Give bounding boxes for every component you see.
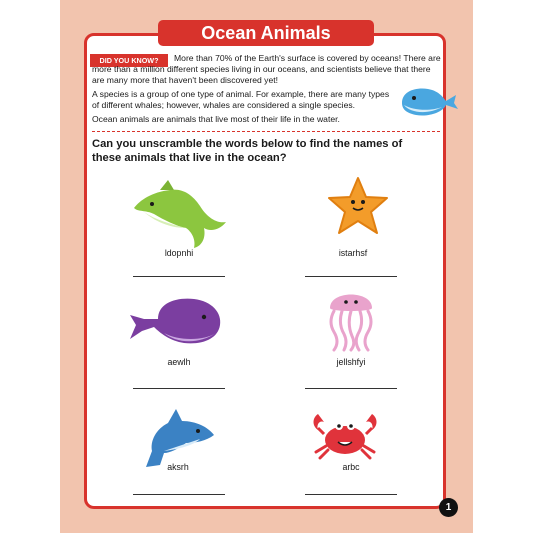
answer-line[interactable] (305, 388, 397, 389)
answer-line[interactable] (305, 276, 397, 277)
dolphin-icon (130, 180, 230, 250)
did-you-know-badge: DID YOU KNOW? (90, 54, 168, 67)
starfish-icon (326, 175, 390, 239)
answer-line[interactable] (305, 494, 397, 495)
jellyfish-icon (322, 282, 380, 352)
section-divider (92, 131, 440, 132)
instructions-question: Can you unscramble the words below to find the names of these animals that live in the ocean? (92, 138, 403, 164)
crab-icon (310, 410, 380, 460)
page-title: Ocean Animals (158, 20, 374, 46)
scrambled-word: aewlh (167, 357, 191, 367)
fact-paragraph-1: More than 70% of the Earth's surface is covered by oceans! There are more than a million different species living in our oceans, and scientists believe that there are many more that haven't been discovered yet! (92, 53, 441, 85)
whale-icon (128, 295, 224, 347)
answer-line[interactable] (133, 494, 225, 495)
scrambled-word: jellshfyi (336, 357, 366, 367)
page-number: 1 (439, 498, 458, 517)
fact-paragraph-3: Ocean animals are animals that live most of their life in the water. (92, 114, 340, 124)
answer-line[interactable] (133, 276, 225, 277)
fact-paragraph-2: A species is a group of one type of animal. For example, there are many types of different whales; however, whales are considered a single species. (92, 89, 390, 110)
scrambled-word: istarhsf (338, 248, 368, 258)
scrambled-word: ldopnhi (164, 248, 194, 258)
answer-line[interactable] (133, 388, 225, 389)
blue-whale-icon (398, 83, 460, 119)
scrambled-word: arbc (342, 462, 360, 472)
scrambled-word: aksrh (167, 462, 189, 472)
